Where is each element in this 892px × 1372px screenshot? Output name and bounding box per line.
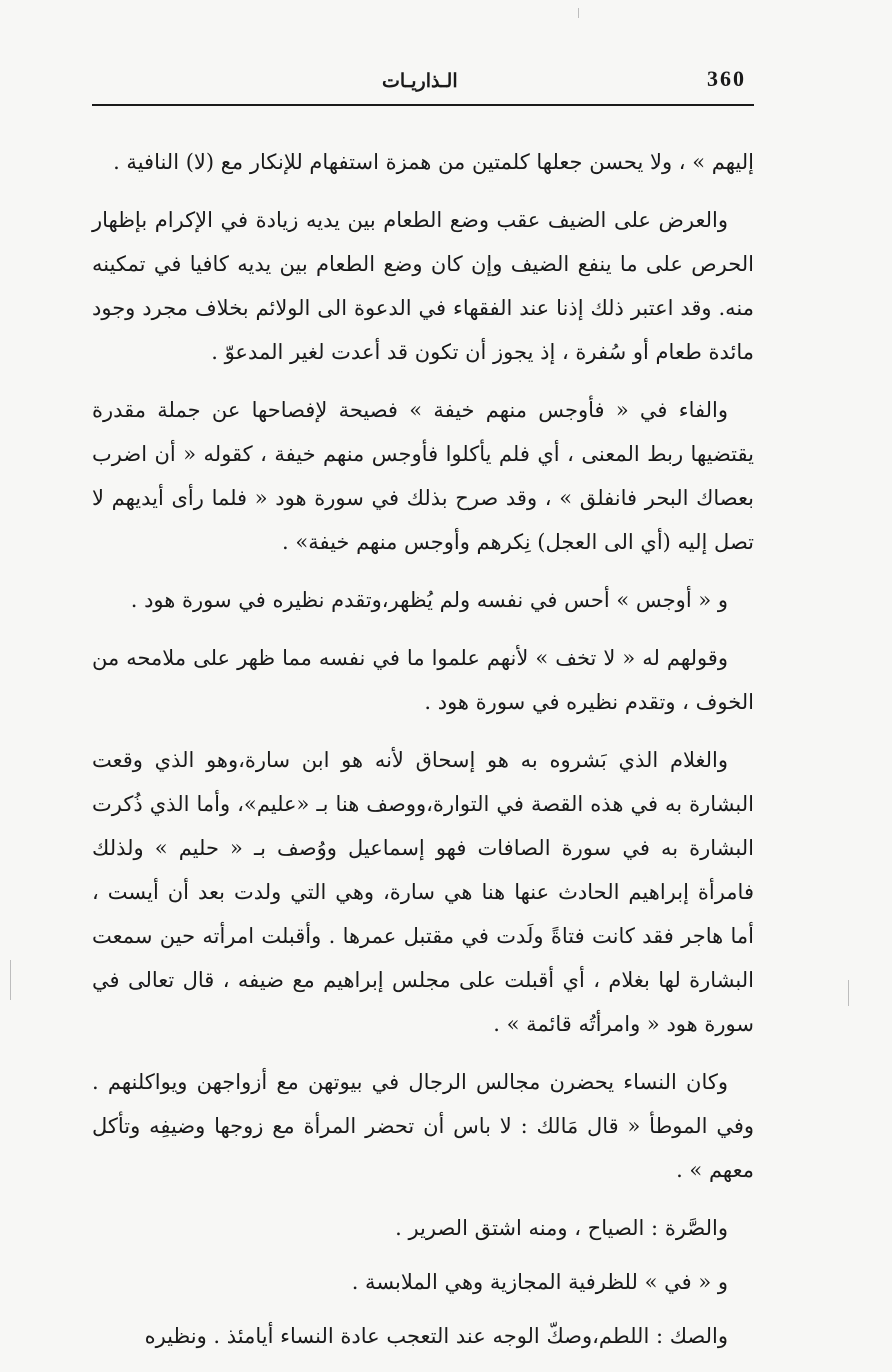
running-title: الـذاريـات: [382, 70, 458, 92]
paragraph: والصَّرة : الصياح ، ومنه اشتق الصرير .: [395, 1216, 728, 1240]
paragraph: والصك : اللطم،وصكّ الوجه عند التعجب عادة النساء أيامئذ . ونظيره: [144, 1324, 728, 1348]
paragraph: والعرض على الضيف عقب وضع الطعام بين يديه زيادة في الإكرام بإظهار الحرص على ما ينفع الضيف وإن كان وضع الطعام بين يديه كافيا في تمكينه منه. وقد اعتبر ذلك إذنا عند الفقهاء في الدعوة الى الولائم بخلاف مجرد وجود مائدة طعام أو سُفرة ، إذ يجوز أن تكون قد أعدت لغير المدعوّ .: [92, 208, 754, 364]
paragraph: إليهم » ، ولا يحسن جعلها كلمتين من همزة استفهام للإنكار مع (لا) النافية .: [113, 150, 754, 174]
page-header: [92, 64, 754, 106]
scan-edge-mark: [10, 960, 11, 1000]
paragraph: و « أوجس » أحس في نفسه ولم يُظهر،وتقدم نظيره في سورة هود .: [130, 588, 728, 612]
scan-edge-mark: [578, 8, 579, 18]
paragraph: و « في » للظرفية المجازية وهي الملابسة .: [351, 1270, 728, 1294]
page-body: [92, 140, 754, 1372]
paragraph: والفاء في « فأوجس منهم خيفة » فصيحة لإفصاحها عن جملة مقدرة يقتضيها ربط المعنى ، أي فلم يأكلوا فأوجس منهم خيفة ، كقوله « أن اضرب بعصاك البحر فانفلق » ، وقد صرح بذلك في سورة هود « فلما رأى أيديهم لا تصل إليه (أي الى العجل) نِكرهم وأوجس منهم خيفة» .: [92, 398, 754, 554]
scan-edge-mark: [848, 980, 849, 1006]
page-number: 360: [707, 66, 746, 91]
paragraph: وقولهم له « لا تخف » لأنهم علموا ما في نفسه مما ظهر على ملامحه من الخوف ، وتقدم نظيره في سورة هود .: [92, 646, 754, 714]
paragraph: والغلام الذي بَشروه به هو إسحاق لأنه هو ابن سارة،وهو الذي وقعت البشارة به في هذه القصة في التوارة،ووصف هنا بـ «عليم»، وأما الذي ذُكرت البشارة به في سورة الصافات فهو إسماعيل ووُصف بـ « حليم » ولذلك فامرأة إبراهيم الحادث عنها هنا هي سارة، وهي التي ولدت بعد أن أيست ، أما هاجر فقد كانت فتاةً ولَدت في مقتبل عمرها . وأقبلت امرأته حين سمعت البشارة لها بغلام ، أي أقبلت على مجلس إبراهيم مع ضيفه ، قال تعالى في سورة هود « وامرأتُه قائمة » .: [92, 748, 754, 1036]
paragraph: وكان النساء يحضرن مجالس الرجال في بيوتهن مع أزواجهن ويواكلنهم . وفي الموطأ « قال مَالك : لا باس أن تحضر المرأة مع زوجها وضيفِه وتأكل معهم » .: [92, 1070, 754, 1182]
